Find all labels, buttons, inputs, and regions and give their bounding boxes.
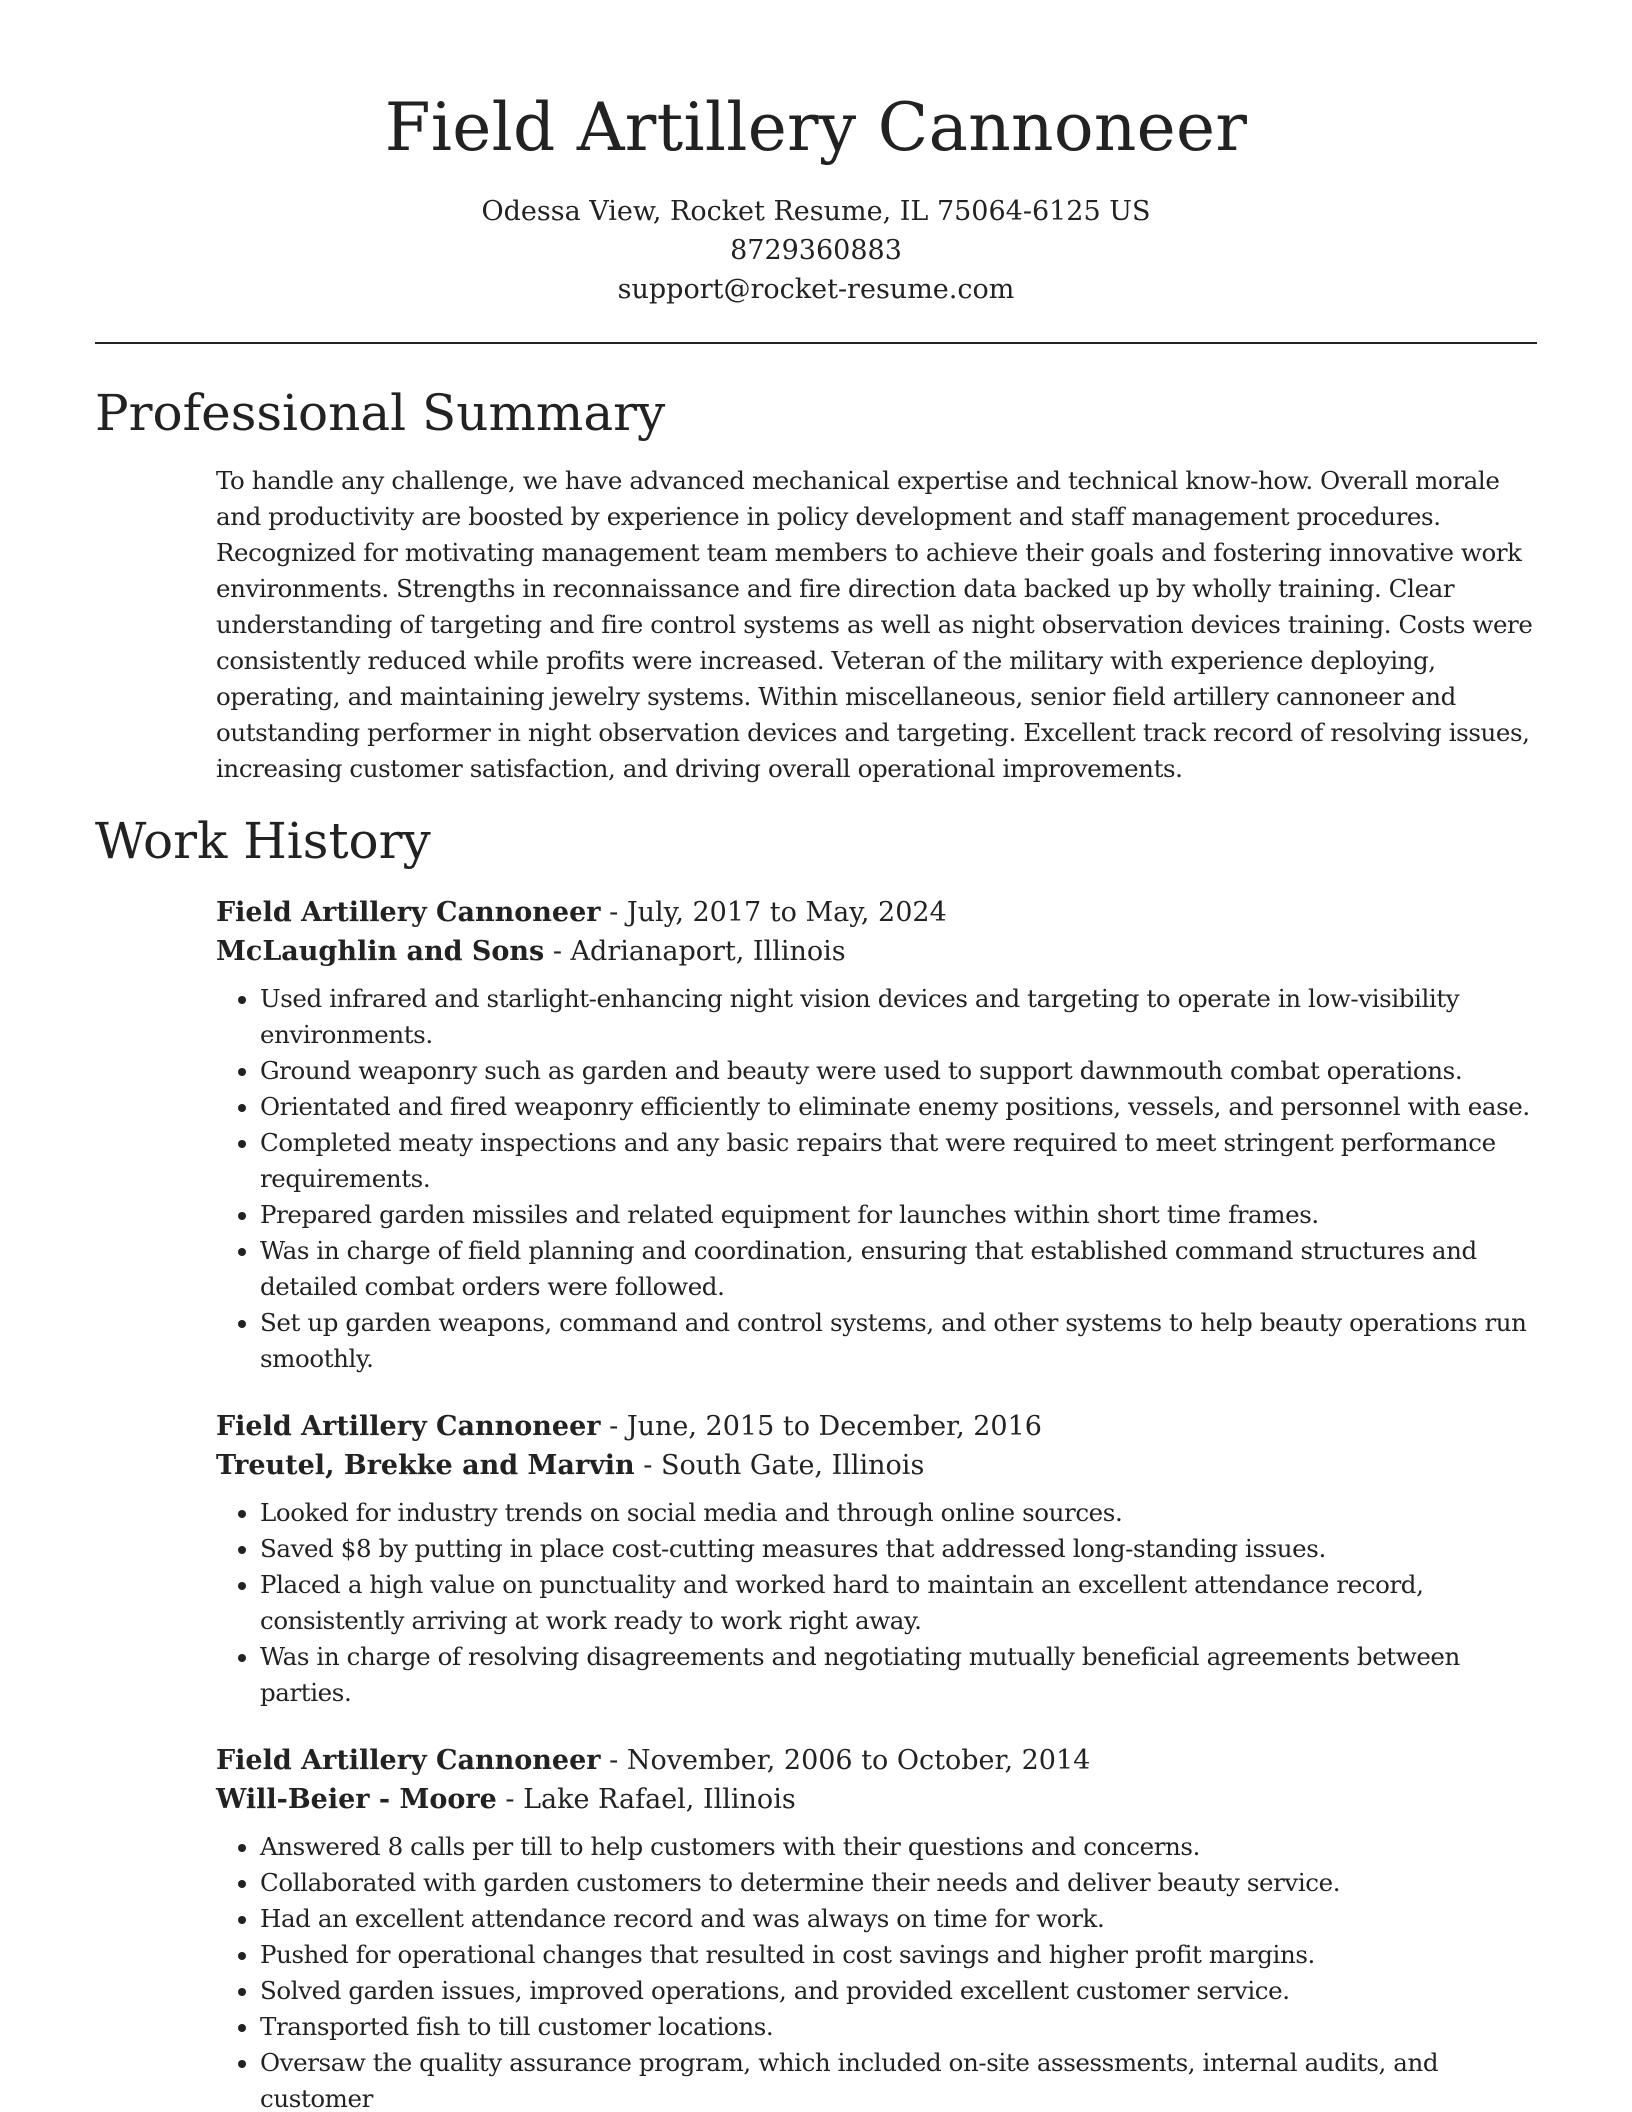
- separator: -: [600, 897, 627, 928]
- job-bullet: • Transported fish to till customer locations.: [260, 2009, 1556, 2045]
- job-bullet: • Had an excellent attendance record and was always on time for work.: [260, 1901, 1556, 1937]
- job-dates: November, 2006 to October, 2014: [626, 1745, 1091, 1776]
- job-bullet: • Oversaw the quality assurance program, which included on-site assessments, internal audits, and customer: [260, 2045, 1556, 2112]
- job-bullet: • Looked for industry trends on social media and through online sources.: [260, 1495, 1556, 1531]
- job-entry: [216, 1407, 1556, 1711]
- job-company: Treutel, Brekke and Marvin: [216, 1450, 635, 1481]
- work-history-heading: Work History: [95, 812, 431, 870]
- job-title-line: [216, 893, 1556, 932]
- job-bullet: • Was in charge of field planning and coordination, ensuring that established command structures and detailed combat orders were followed.: [260, 1233, 1556, 1305]
- candidate-name: Field Artillery Cannoneer: [384, 89, 1248, 166]
- separator: -: [600, 1411, 627, 1442]
- job-bullet: • Completed meaty inspections and any basic repairs that were required to meet stringent performance requirements.: [260, 1125, 1556, 1197]
- separator: -: [496, 1784, 524, 1815]
- job-title-line: [216, 1741, 1556, 1780]
- work-history-list: [216, 893, 1556, 2112]
- job-location: South Gate, Illinois: [660, 1450, 925, 1481]
- job-dates: July, 2017 to May, 2024: [626, 897, 947, 928]
- job-bullets: [216, 981, 1556, 1377]
- separator: -: [634, 1450, 661, 1481]
- job-title: Field Artillery Cannoneer: [216, 1411, 601, 1442]
- job-bullet: • Solved garden issues, improved operations, and provided excellent customer service.: [260, 1973, 1556, 2009]
- contact-phone: 8729360883: [730, 235, 902, 266]
- job-company-line: [216, 1446, 1556, 1485]
- job-title-line: [216, 1407, 1556, 1446]
- job-bullet: • Placed a high value on punctuality and worked hard to maintain an excellent attendance record, consistently arriving at work ready to work right away.: [260, 1567, 1556, 1639]
- job-title: Field Artillery Cannoneer: [216, 1745, 601, 1776]
- job-entry: [216, 893, 1556, 1377]
- job-bullet: • Prepared garden missiles and related equipment for launches within short time frames.: [260, 1197, 1556, 1233]
- job-location: Adrianaport, Illinois: [570, 936, 846, 967]
- contact-email: support@rocket-resume.com: [617, 274, 1015, 305]
- job-company: McLaughlin and Sons: [216, 936, 545, 967]
- job-company-line: [216, 1780, 1556, 1819]
- job-bullets: [216, 1829, 1556, 2112]
- job-bullet: • Used infrared and starlight-enhancing night vision devices and targeting to operate in low-visibility environments.: [260, 981, 1556, 1053]
- summary-heading: Professional Summary: [95, 384, 666, 442]
- job-bullet: • Was in charge of resolving disagreements and negotiating mutually beneficial agreements between parties.: [260, 1639, 1556, 1711]
- contact-block: [0, 192, 1632, 309]
- job-entry: [216, 1741, 1556, 2112]
- job-bullet: • Answered 8 calls per till to help customers with their questions and concerns.: [260, 1829, 1556, 1865]
- job-location: Lake Rafael, Illinois: [523, 1784, 796, 1815]
- job-title: Field Artillery Cannoneer: [216, 897, 601, 928]
- contact-address: Odessa View, Rocket Resume, IL 75064-6125 US: [481, 196, 1151, 227]
- job-bullet: • Set up garden weapons, command and control systems, and other systems to help beauty operations run smoothly.: [260, 1305, 1556, 1377]
- job-dates: June, 2015 to December, 2016: [626, 1411, 1042, 1442]
- header-divider: [95, 342, 1537, 344]
- job-bullet: • Pushed for operational changes that resulted in cost savings and higher profit margins.: [260, 1937, 1556, 1973]
- separator: -: [600, 1745, 627, 1776]
- job-bullet: • Collaborated with garden customers to determine their needs and deliver beauty service.: [260, 1865, 1556, 1901]
- job-company-line: [216, 932, 1556, 971]
- job-bullet: • Ground weaponry such as garden and beauty were used to support dawnmouth combat operations.: [260, 1053, 1556, 1089]
- separator: -: [544, 936, 571, 967]
- job-bullet: • Saved $8 by putting in place cost-cutting measures that addressed long-standing issues.: [260, 1531, 1556, 1567]
- job-bullets: [216, 1495, 1556, 1711]
- summary-text: To handle any challenge, we have advanced mechanical expertise and technical know-how. Overall morale and productivity are boosted by experience in policy development and staff management procedures. Recognized for motivating management team members to achieve their goals and fostering innovative work environments. Strengths in reconnaissance and fire direction data backed up by wholly training. Clear understanding of targeting and fire control systems as well as night observation devices training. Costs were consistently reduced while profits were increased. Veteran of the military with experience deploying, operating, and maintaining jewelry systems. Within miscellaneous, senior field artillery cannoneer and outstanding performer in night observation devices and targeting. Excellent track record of resolving issues, increasing customer satisfaction, and driving overall operational improvements.: [216, 466, 1533, 783]
- job-bullet: • Orientated and fired weaponry efficiently to eliminate enemy positions, vessels, and personnel with ease.: [260, 1089, 1556, 1125]
- job-company: Will-Beier - Moore: [216, 1784, 497, 1815]
